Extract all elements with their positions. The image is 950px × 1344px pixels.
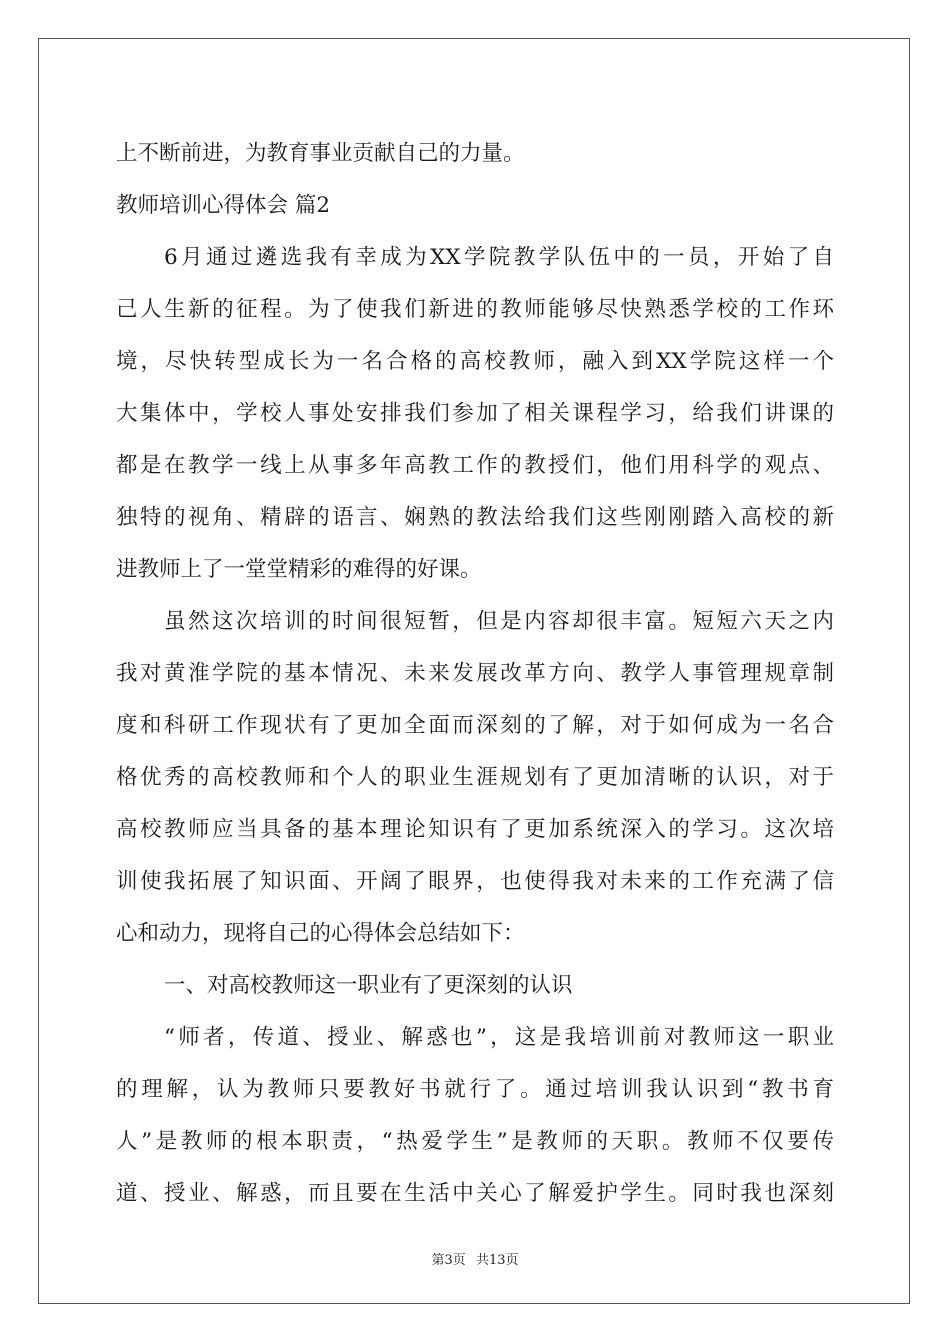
text-line: 进教师上了一堂堂精彩的难得的好课。 xyxy=(116,557,482,582)
text-line: 的理解，认为教师只要教好书就行了。通过培训我认识到“教书育 xyxy=(116,1077,834,1102)
text-line: 己人生新的征程。为了使我们新进的教师能够尽快熟悉学校的工作环 xyxy=(116,297,834,322)
text-line: 度和科研工作现状有了更加全面而深刻的了解，对于如何成为一名合 xyxy=(116,713,834,738)
text-line: 我对黄淮学院的基本情况、未来发展改革方向、教学人事管理规章制 xyxy=(116,661,834,686)
text-line: 都是在教学一线上从事多年高教工作的教授们，他们用科学的观点、 xyxy=(116,453,834,478)
text-line: 6月通过遴选我有幸成为XX学院教学队伍中的一员，开始了自 xyxy=(164,245,834,270)
text-line: 高校教师应当具备的基本理论知识有了更加系统深入的学习。这次培 xyxy=(116,817,834,842)
text-line: 教师培训心得体会 篇2 xyxy=(116,193,331,218)
page-number-current: 第3页 xyxy=(431,1253,466,1268)
text-line: 虽然这次培训的时间很短暂，但是内容却很丰富。短短六天之内 xyxy=(164,609,834,634)
text-line: 道、授业、解惑，而且要在生活中关心了解爱护学生。同时我也深刻 xyxy=(116,1181,834,1206)
text-line: 独特的视角、精辟的语言、娴熟的教法给我们这些刚刚踏入高校的新 xyxy=(116,505,834,530)
text-line: 大集体中，学校人事处安排我们参加了相关课程学习，给我们讲课的 xyxy=(116,401,834,426)
page-footer xyxy=(0,1249,950,1268)
text-line: 人”是教师的根本职责，“热爱学生”是教师的天职。教师不仅要传 xyxy=(116,1129,834,1154)
text-line: 境，尽快转型成长为一名合格的高校教师，融入到XX学院这样一个 xyxy=(116,349,834,374)
text-line: 格优秀的高校教师和个人的职业生涯规划有了更加清晰的认识，对于 xyxy=(116,765,834,790)
text-line: 一、对高校教师这一职业有了更深刻的认识 xyxy=(164,973,573,998)
text-line: 上不断前进，为教育事业贡献自己的力量。 xyxy=(116,141,525,166)
document-body xyxy=(116,128,834,1220)
page-number-total: 共13页 xyxy=(475,1253,519,1268)
text-line: “师者，传道、授业、解惑也”，这是我培训前对教师这一职业 xyxy=(164,1025,834,1050)
text-line: 训使我拓展了知识面、开阔了眼界，也使得我对未来的工作充满了信 xyxy=(116,869,834,894)
text-line: 心和动力，现将自己的心得体会总结如下： xyxy=(116,921,525,946)
